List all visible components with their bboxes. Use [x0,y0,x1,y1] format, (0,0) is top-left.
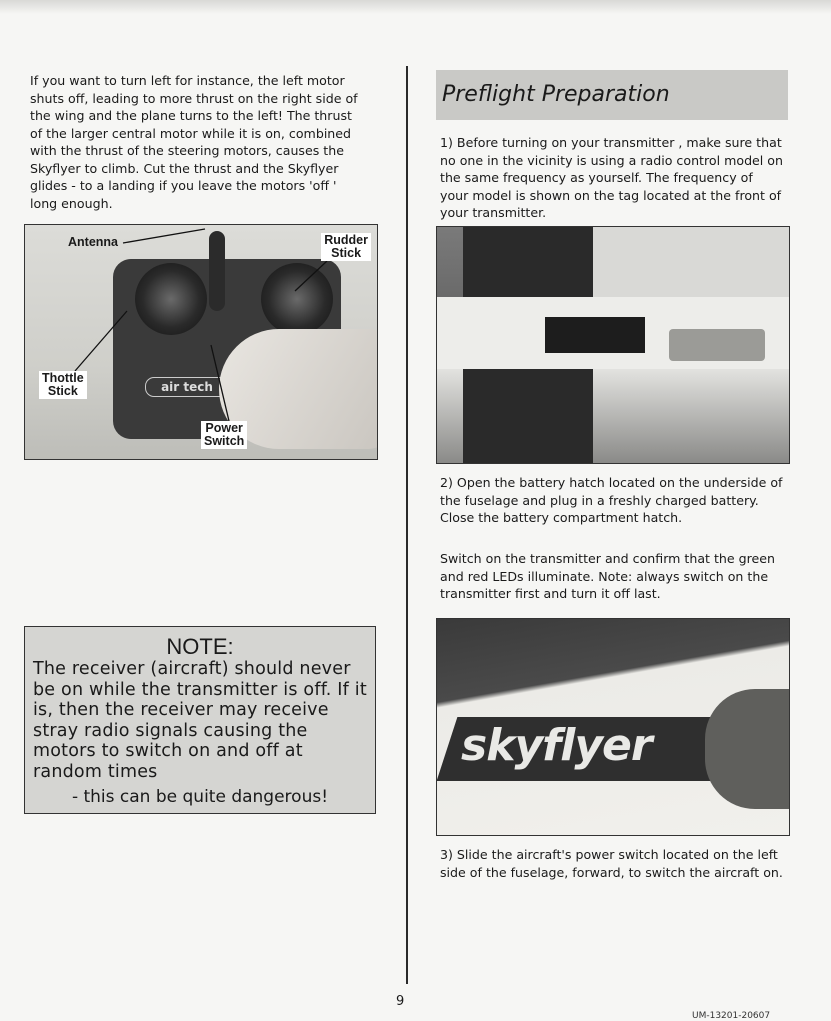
intro-paragraph: If you want to turn left for instance, the left motor shuts off, leading to more thrust on the right side of the wing and the plane turns to the left! The thrust of the larger central motor while it is on, combined with the thrust of the steering motors, causes the Skyflyer to climb. Cut the thrust and the Skyflyer glides - to a landing if you leave the motors 'off ' long enough. [30,73,358,211]
battery-compartment [545,317,645,353]
rudder-stick-callout [321,233,371,261]
power-switch-photo [436,618,790,836]
throttle-stick-callout [39,371,87,399]
throttle-callout-line1: Thottle [42,371,84,385]
transmitter-photo [24,224,378,460]
thumb-shape [705,689,790,809]
battery-hatch-photo [436,226,790,464]
rudder-callout-line2: Stick [331,246,362,260]
document-code: UM-13201-20607 [692,1011,771,1021]
power-callout-line1: Power [205,421,243,435]
step-3-text: 3) Slide the aircraft's power switch located on the left side of the fuselage, forward, to switch the aircraft on. [440,847,783,880]
note-title: NOTE: [166,634,234,659]
step-2-text: 2) Open the battery hatch located on the underside of the fuselage and plug in a freshly charged battery. Close the battery compartment hatch. [440,475,783,525]
page-top-edge [0,0,831,14]
throttle-callout-line2: Stick [47,384,78,398]
rudder-callout-line1: Rudder [324,233,368,247]
battery-pack [669,329,765,361]
section-heading-band [436,70,788,120]
note-body: The receiver (aircraft) should never be on while the transmitter is off. If it is, then the receiver may receive stray radio signals causing the motors to switch on and off at random times [33,659,367,782]
skyflyer-decal: skyflyer [461,720,652,771]
power-switch-callout [201,421,247,449]
step-2-switch-text: Switch on the transmitter and confirm that the green and red LEDs illuminate. Note: always switch on the transmitter first and turn it off last. [440,551,776,601]
section-heading: Preflight Preparation [442,82,670,107]
note-warning: - this can be quite dangerous! [71,787,329,807]
page-number: 9 [396,994,405,1009]
power-leader-line [211,345,229,421]
antenna-leader-line [123,229,205,243]
note-box [24,626,376,814]
step-1-text: 1) Before turning on your transmitter , make sure that no one in the vicinity is using a radio control model on the same frequency as yourself. The frequency of your model is shown on the tag located at the front of your transmitter. [440,135,783,220]
throttle-leader-line [75,311,127,371]
transmitter-logo: air tech [145,377,229,397]
power-callout-line2: Switch [204,434,245,448]
column-divider [406,66,408,984]
antenna-callout: Antenna [68,235,118,249]
photo-background [593,227,789,297]
rudder-leader-line [295,261,327,291]
